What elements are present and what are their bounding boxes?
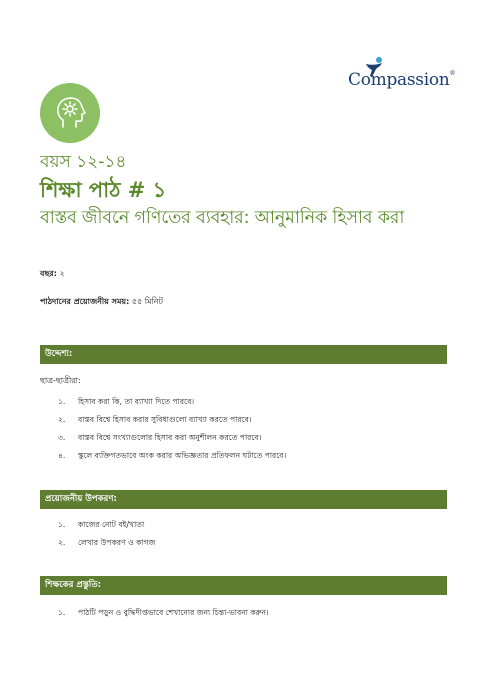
preparation-heading: শিক্ষকের প্রস্তুতি: (40, 576, 447, 595)
time-value: ৫৫ মিনিট (131, 297, 163, 306)
list-item: ১. পাঠটি পড়ুন ও বুদ্ধিদীপ্তভাবে শেখানোর জন্য চিন্তা-ভাবনা করুন। (58, 608, 269, 617)
age-range: বয়স ১২-১৪ (40, 152, 127, 172)
list-item: ৪. স্কুলে ব্যক্তিগতভাবে অংক করার অভিজ্ঞতার প্রতিফলন ঘটাতে পারবে। (58, 451, 287, 460)
lesson-title: বাস্তব জীবনে গণিতের ব্যবহার: আনুমানিক হিসাব করা (40, 208, 405, 228)
head-gear-icon (50, 93, 90, 133)
year-label: বছর: (40, 269, 57, 278)
compassion-logo (348, 56, 456, 96)
header-icon-circle (40, 83, 100, 143)
logo-text: Compassion® (348, 70, 456, 90)
objectives-heading: উদ্দেশ্য: (40, 345, 447, 364)
lesson-number: শিক্ষা পাঠ # ১ (40, 178, 167, 202)
objectives-intro: ছাত্র-ছাত্রীরা: (40, 376, 81, 385)
list-item: ২. লেখার উপকরণ ও কাগজ (58, 538, 156, 547)
materials-heading: প্রয়োজনীয় উপকরণ: (40, 490, 447, 509)
objectives-list (58, 393, 286, 465)
year-line (40, 268, 65, 281)
time-line (40, 296, 163, 309)
preparation-list (58, 604, 269, 622)
year-value: ২ (59, 269, 65, 278)
list-item: ২. বাস্তব বিশ্বে হিসাব করার সুবিধাগুলো ব্যাখ্যা করতে পারবে। (58, 415, 252, 424)
list-item: ৩. বাস্তব বিশ্বে সংখ্যাগুলোর হিসাব করা অনুশীলন করতে পারবে। (58, 433, 262, 442)
list-item: ১. কাজের নোট বই/খাতা (58, 520, 145, 529)
list-item: ১. হিসাব করা কি, তা ব্যাখ্যা দিতে পারবে। (58, 397, 195, 406)
time-label: পাঠদানের প্রয়োজনীয় সময়: (40, 297, 130, 306)
materials-list (58, 516, 155, 552)
